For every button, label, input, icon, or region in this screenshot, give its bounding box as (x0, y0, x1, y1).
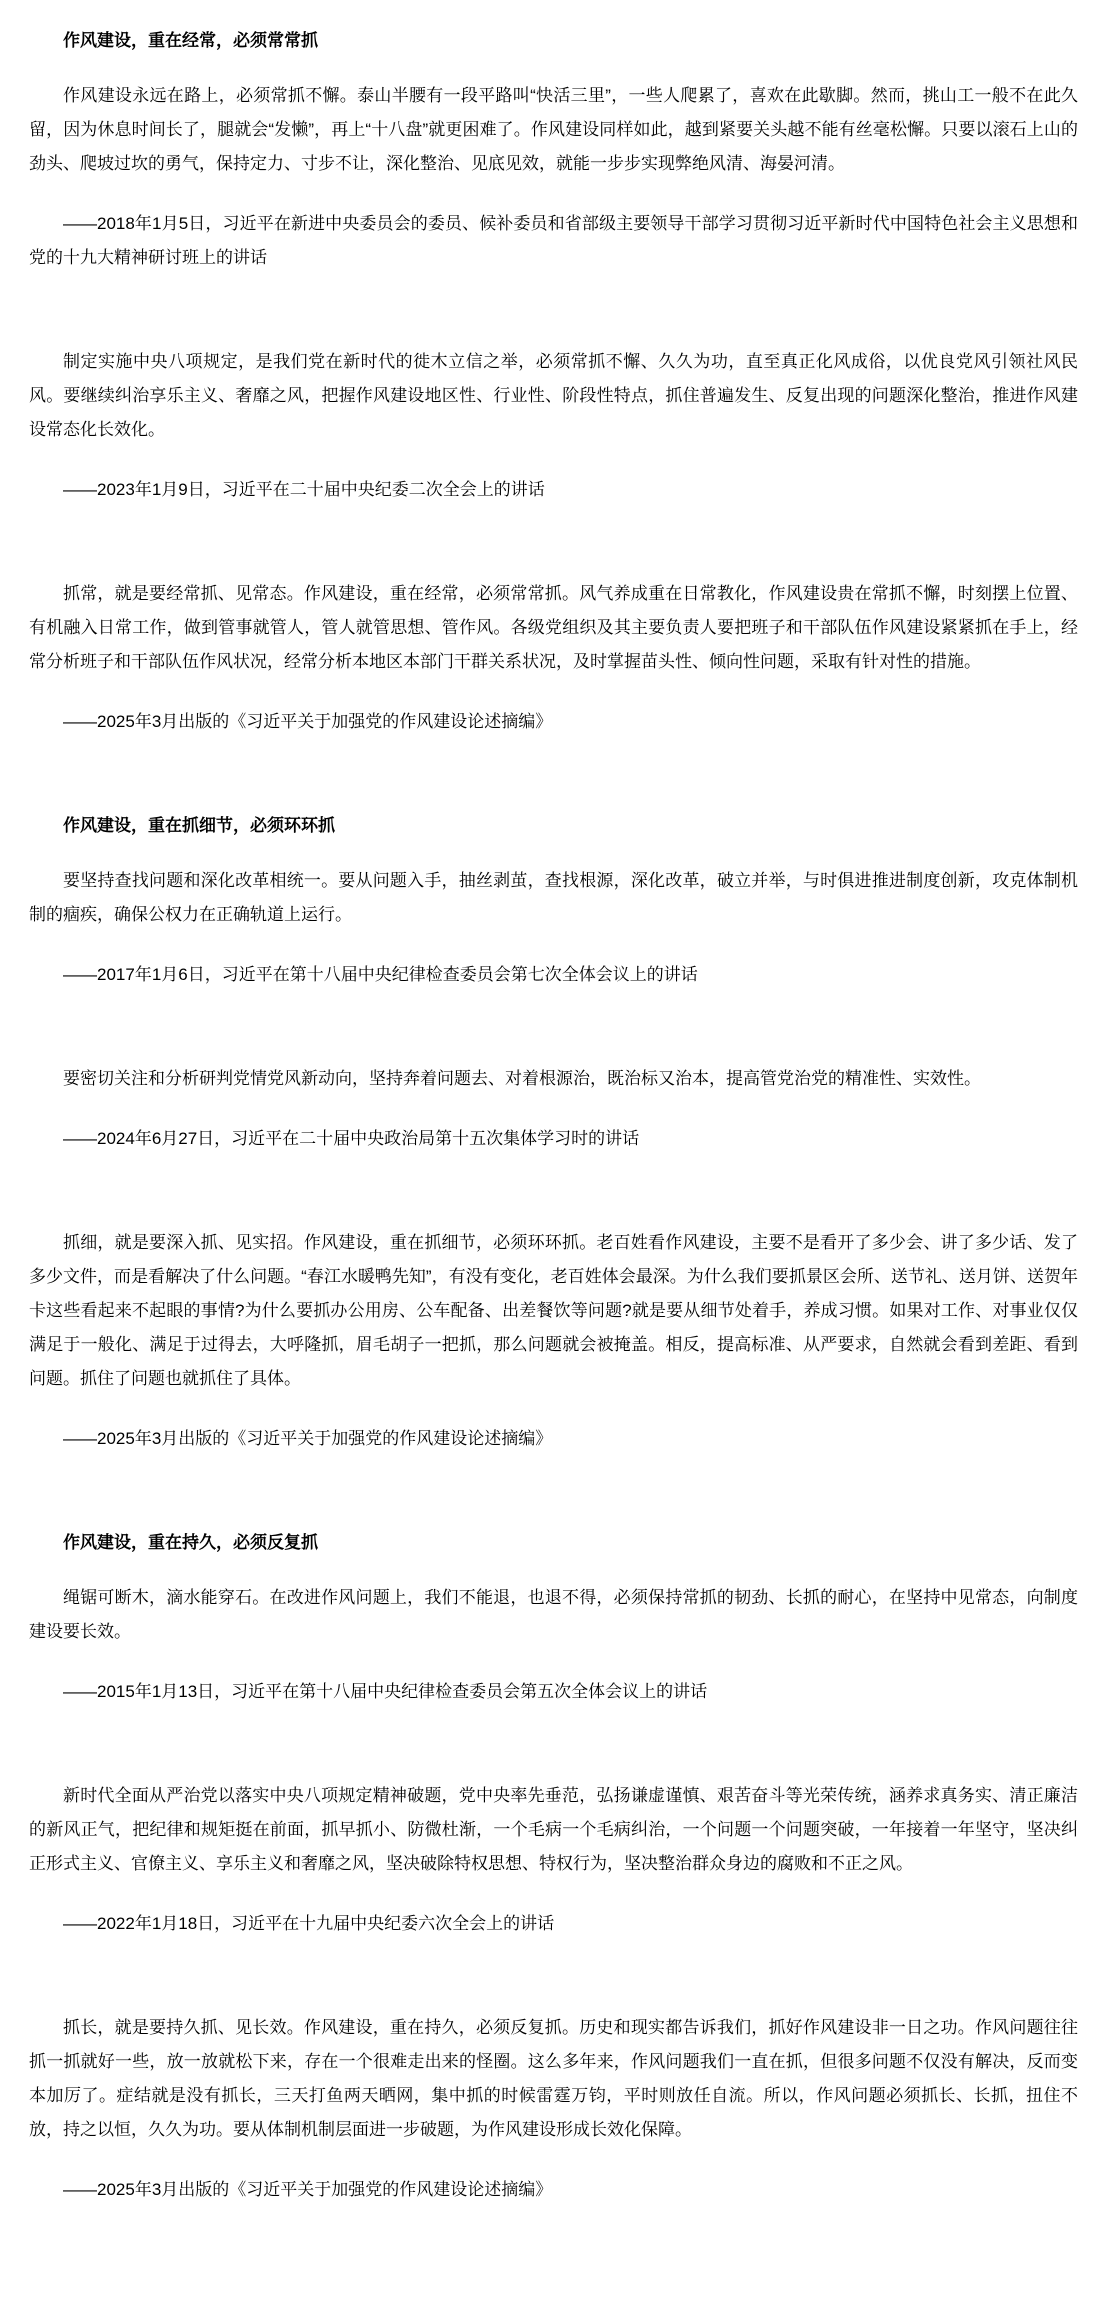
quote-block (29, 1581, 1078, 1709)
quote-source: ——2015年1月13日，习近平在第十八届中央纪律检查委员会第五次全体会议上的讲话 (63, 1682, 708, 1701)
quote-source: ——2025年3月出版的《习近平关于加强党的作风建设论述摘编》 (63, 2180, 553, 2199)
quote-source: ——2024年6月27日，习近平在二十届中央政治局第十五次集体学习时的讲话 (63, 1129, 640, 1148)
quote-source: ——2018年1月5日，习近平在新进中央委员会的委员、候补委员和省部级主要领导干部学习贯彻习近平新时代中国特色社会主义思想和党的十九大精神研讨班上的讲话 (29, 214, 1078, 267)
quote-paragraph: 抓长，就是要持久抓、见长效。作风建设，重在持久，必须反复抓。历史和现实都告诉我们，抓好作风建设非一日之功。作风问题往往抓一抓就好一些，放一放就松下来，存在一个很难走出来的怪圈。这么多年来，作风问题我们一直在抓，但很多问题不仅没有解决，反而变本加厉了。症结就是没有抓长，三天打鱼两天晒网，集中抓的时候雷霆万钧，平时则放任自流。所以，作风问题必须抓长、长抓，扭住不放，持之以恒，久久为功。要从体制机制层面进一步破题，为作风建设形成长效化保障。 (29, 2018, 1078, 2139)
section-heading: 作风建设，重在持久，必须反复抓 (63, 1533, 318, 1552)
section-heading: 作风建设，重在抓细节，必须环环抓 (63, 816, 335, 835)
quote-paragraph: 制定实施中央八项规定，是我们党在新时代的徙木立信之举，必须常抓不懈、久久为功，直至真正化风成俗，以优良党风引领社风民风。要继续纠治享乐主义、奢靡之风，把握作风建设地区性、行业性、阶段性特点，抓住普遍发生、反复出现的问题深化整治，推进作风建设常态化长效化。 (29, 352, 1078, 439)
quote-paragraph: 抓常，就是要经常抓、见常态。作风建设，重在经常，必须常常抓。风气养成重在日常教化，作风建设贵在常抓不懈，时刻摆上位置、有机融入日常工作，做到管事就管人，管人就管思想、管作风。各级党组织及其主要负责人要把班子和干部队伍作风建设紧紧抓在手上，经常分析班子和干部队伍作风状况，经常分析本地区本部门干群关系状况，及时掌握苗头性、倾向性问题，采取有针对性的措施。 (29, 584, 1078, 671)
section-xijie (29, 809, 1078, 1456)
quote-block (29, 864, 1078, 992)
quote-block (29, 1062, 1078, 1156)
section-changzhua (29, 24, 1078, 739)
quote-paragraph: 要密切关注和分析研判党情党风新动向，坚持奔着问题去、对着根源治，既治标又治本，提高管党治党的精准性、实效性。 (63, 1069, 981, 1088)
quote-source: ——2023年1月9日，习近平在二十届中央纪委二次全会上的讲话 (63, 480, 545, 499)
quote-block (29, 79, 1078, 275)
quote-block (29, 1779, 1078, 1941)
quote-paragraph: 要坚持查找问题和深化改革相统一。要从问题入手，抽丝剥茧，查找根源，深化改革，破立并举，与时俱进推进制度创新，攻克体制机制的痼疾，确保公权力在正确轨道上运行。 (29, 871, 1078, 924)
section-heading: 作风建设，重在经常，必须常常抓 (63, 31, 318, 50)
quote-source: ——2022年1月18日，习近平在十九届中央纪委六次全会上的讲话 (63, 1914, 555, 1933)
quote-source: ——2017年1月6日，习近平在第十八届中央纪律检查委员会第七次全体会议上的讲话 (63, 965, 698, 984)
quote-block (29, 2011, 1078, 2207)
quote-paragraph: 抓细，就是要深入抓、见实招。作风建设，重在抓细节，必须环环抓。老百姓看作风建设，主要不是看开了多少会、讲了多少话、发了多少文件，而是看解决了什么问题。“春江水暖鸭先知”，有没有变化，老百姓体会最深。为什么我们要抓景区会所、送节礼、送月饼、送贺年卡这些看起来不起眼的事情?为什么要抓办公用房、公车配备、出差餐饮等问题?就是要从细节处着手，养成习惯。如果对工作、对事业仅仅满足于一般化、满足于过得去，大呼隆抓，眉毛胡子一把抓，那么问题就会被掩盖。相反，提高标准、从严要求，自然就会看到差距、看到问题。抓住了问题也就抓住了具体。 (29, 1233, 1078, 1388)
quote-paragraph: 绳锯可断木，滴水能穿石。在改进作风问题上，我们不能退，也退不得，必须保持常抓的韧劲、长抓的耐心，在坚持中见常态，向制度建设要长效。 (29, 1588, 1078, 1641)
quote-source: ——2025年3月出版的《习近平关于加强党的作风建设论述摘编》 (63, 712, 553, 731)
quote-source: ——2025年3月出版的《习近平关于加强党的作风建设论述摘编》 (63, 1429, 553, 1448)
section-chijiu (29, 1526, 1078, 2207)
quote-block (29, 345, 1078, 507)
quote-block (29, 1226, 1078, 1456)
quote-block (29, 577, 1078, 739)
quote-paragraph: 新时代全面从严治党以落实中央八项规定精神破题，党中央率先垂范，弘扬谦虚谨慎、艰苦奋斗等光荣传统，涵养求真务实、清正廉洁的新风正气，把纪律和规矩挺在前面，抓早抓小、防微杜渐，一个毛病一个毛病纠治，一个问题一个问题突破，一年接着一年坚守，坚决纠正形式主义、官僚主义、享乐主义和奢靡之风，坚决破除特权思想、特权行为，坚决整治群众身边的腐败和不正之风。 (29, 1786, 1078, 1873)
quote-paragraph: 作风建设永远在路上，必须常抓不懈。泰山半腰有一段平路叫“快活三里”，一些人爬累了，喜欢在此歇脚。然而，挑山工一般不在此久留，因为休息时间长了，腿就会“发懒”，再上“十八盘”就更困难了。作风建设同样如此，越到紧要关头越不能有丝毫松懈。只要以滚石上山的劲头、爬坡过坎的勇气，保持定力、寸步不让，深化整治、见底见效，就能一步步实现弊绝风清、海晏河清。 (29, 86, 1078, 173)
